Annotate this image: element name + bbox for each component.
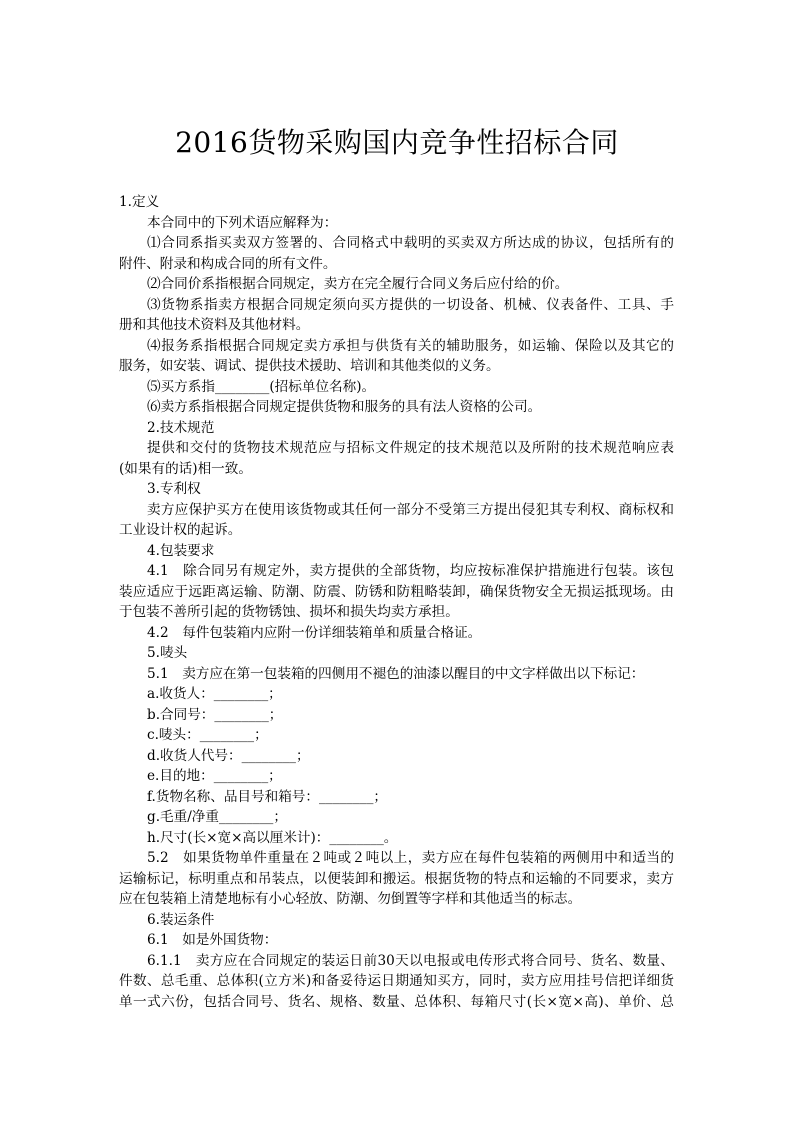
body-line: d.收货人代号：________； [147,747,310,764]
body-line: 5.1 卖方应在第一包装箱的四侧用不褪色的油漆以醒目的中文字样做出以下标记： [147,665,645,682]
body-line: 4.2 每件包装箱内应附一份详细装箱单和质量合格证。 [147,624,482,641]
body-line: 6.1.1 卖方应在合同规定的装运日前30天以电报或电传形式将合同号、货名、数量、 [147,952,674,969]
body-line: 4.包装要求 [147,542,215,559]
body-line: 3.专利权 [147,481,201,497]
body-line: (如果有的话)相一致。 [119,460,252,477]
body-line: 单一式六份，包括合同号、货名、规格、数量、总体积、每箱尺寸(长×宽×高)、单价、总 [119,993,674,1010]
body-line: 6.装运条件 [147,911,215,928]
body-line: 装应适应于远距离运输、防潮、防震、防锈和防粗略装卸，确保货物安全无损运抵现场。由 [119,583,674,600]
body-line: 工业设计权的起诉。 [119,522,242,538]
document-title: 2016货物采购国内竞争性招标合同 [175,126,619,159]
body-line: ⑹卖方系指根据合同规定提供货物和服务的具有法人资格的公司。 [147,399,542,415]
body-line: 服务，如安装、调试、提供技术援助、培训和其他类似的义务。 [119,358,500,374]
body-line: 1.定义 [119,194,160,210]
body-line: ⑵合同价系指根据合同规定，卖方在完全履行合同义务后应付给的价。 [147,276,569,292]
body-line: ⑴合同系指买卖双方签署的、合同格式中载明的买卖双方所达成的协议，包括所有的 [147,235,674,251]
body-line: 册和其他技术资料及其他材料。 [119,317,310,333]
body-line: 提供和交付的货物技术规范应与招标文件规定的技术规范以及所附的技术规范响应表 [147,440,674,456]
body-line: ⑷报务系指根据合同规定卖方承担与供货有关的辅助服务，如运输、保险以及其它的 [147,337,674,354]
body-line: 2.技术规范 [147,419,215,436]
body-line: 本合同中的下列术语应解释为： [147,214,338,231]
body-line: 应在包装箱上清楚地标有小心轻放、防潮、勿倒置等字样和其他适当的标志。 [119,891,582,907]
body-line: f.货物名称、品目号和箱号：________； [147,788,387,805]
body-line: a.收货人：________； [147,686,282,702]
body-line: 运输标记，标明重点和吊装点，以便装卸和搬运。根据货物的特点和运输的不同要求，卖方 [119,870,674,887]
body-line: ⑸买方系指________(招标单位名称)。 [147,378,376,395]
body-line: 于包装不善所引起的货物锈蚀、损坏和损失均卖方承担。 [119,604,459,620]
body-line: b.合同号：________； [147,706,283,723]
body-line: g.毛重/净重________； [147,809,287,825]
body-line: h.尺寸(长×宽×高以厘米计)：________。 [147,829,398,846]
body-line: e.目的地：________； [147,768,282,784]
body-line: 卖方应保护买方在使用该货物或其任何一部分不受第三方提出侵犯其专利权、商标权和 [147,501,674,518]
body-line: c.唛头：________； [147,727,268,743]
body-line: 4.1 除合同另有规定外，卖方提供的全部货物，均应按标准保护措施进行包装。该包 [147,563,674,579]
body-line: 5.唛头 [147,645,188,661]
body-line: ⑶货物系指卖方根据合同规定须向买方提供的一切设备、机械、仪表备件、工具、手 [147,296,674,313]
body-line: 件数、总毛重、总体积(立方米)和备妥待运日期通知买方，同时，卖方应用挂号信把详细货 [119,973,674,989]
body-line: 6.1 如是外国货物： [147,932,278,948]
body-line: 附件、附录和构成合同的所有文件。 [119,255,337,272]
body-line: 5.2 如果货物单件重量在２吨或２吨以上，卖方应在每件包装箱的两侧用中和适当的 [147,850,674,866]
